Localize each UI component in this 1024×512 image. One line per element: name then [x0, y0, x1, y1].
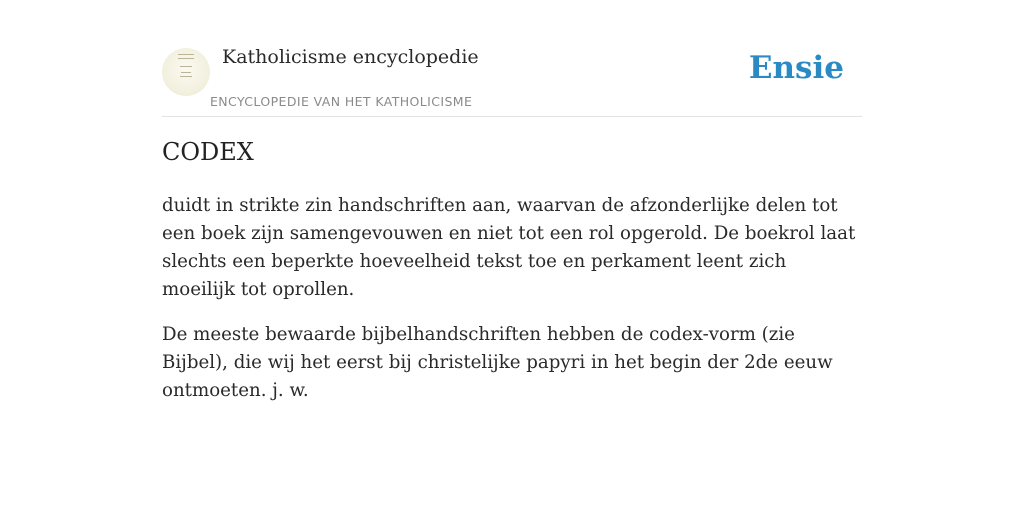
cover-decoration [178, 58, 194, 59]
header [162, 44, 862, 117]
cover-decoration [180, 76, 192, 77]
ensie-logo[interactable]: Ensie [748, 50, 844, 86]
article-body [162, 192, 862, 422]
article-paragraph: De meeste bewaarde bijbelhandschriften hebben de codex-vorm (zie Bijbel), die wij het eerst bij christelijke papyri in het begin der 2de eeuw ontmoeten. j. w. [162, 324, 833, 401]
article-paragraph: duidt in strikte zin handschriften aan, waarvan de afzonderlijke delen tot een boek zijn samengevouwen en niet tot een rol opgerold. De boekrol laat slechts een beperkte hoeveelheid tekst toe en perkament leent zich moeilijk tot oprollen. [162, 195, 856, 300]
cover-decoration [178, 54, 194, 55]
cover-decoration [180, 66, 192, 67]
encyclopedia-cover-thumbnail[interactable] [162, 48, 210, 96]
cover-decoration [181, 72, 191, 73]
site-subtitle: ENCYCLOPEDIE VAN HET KATHOLICISME [210, 94, 473, 109]
article-title: CODEX [162, 138, 254, 166]
site-title[interactable]: Katholicisme encyclopedie [222, 46, 479, 68]
